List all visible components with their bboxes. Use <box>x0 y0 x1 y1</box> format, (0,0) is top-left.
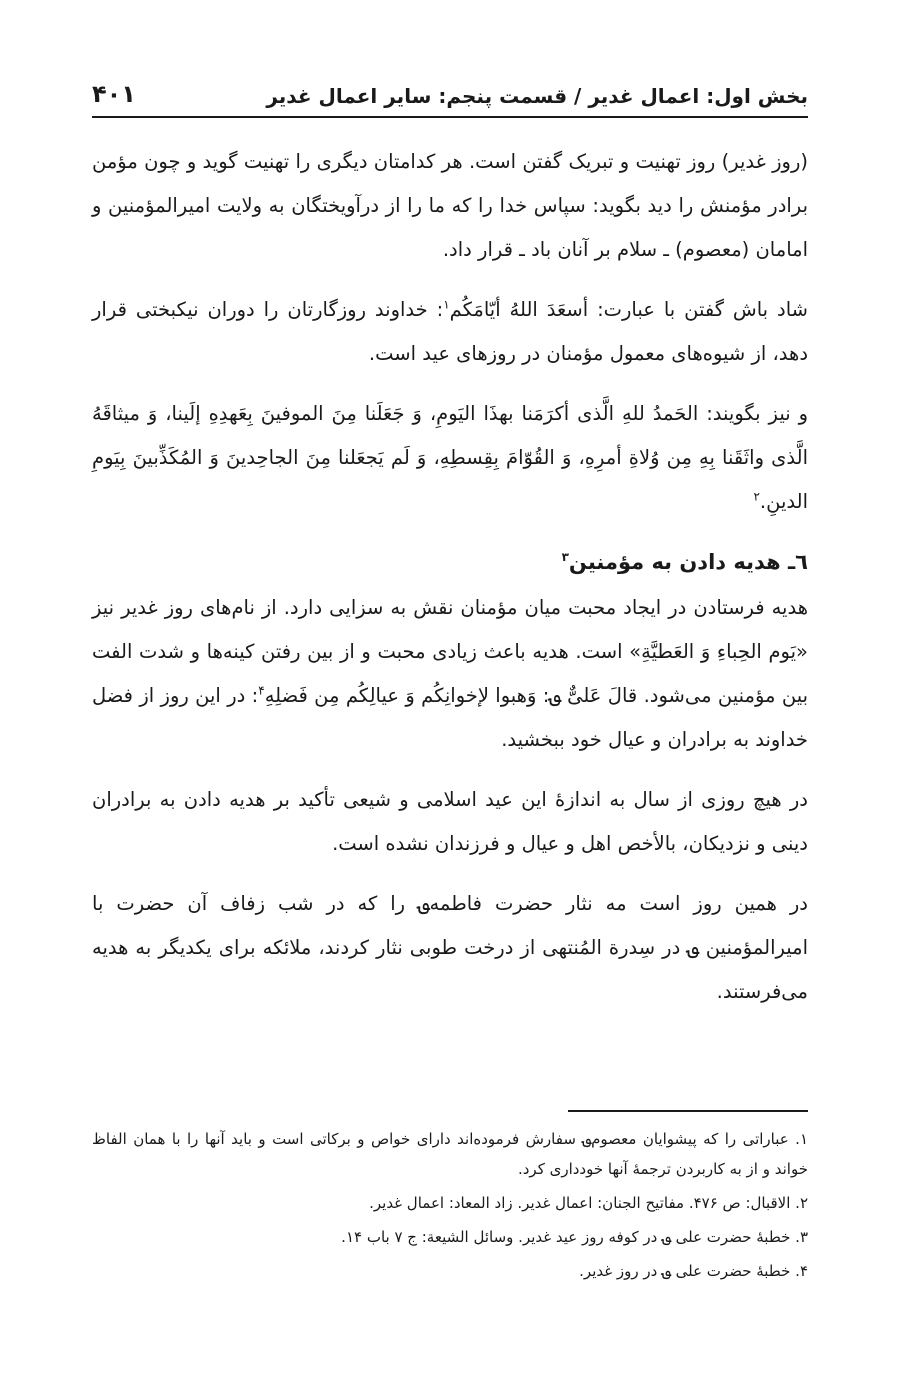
footnote-ref-4[interactable]: ۴ <box>258 683 265 698</box>
page-header <box>92 68 808 108</box>
paragraph-6: در همین روز است مه نثار حضرت فاطمه؈ را که در شب زفاف آن حضرت با امیرالمؤمنین ؈ در سِدرة المُنتهی از درخت طوبی نثار کردند، ملائکه برای یکدیگر به هدیه می‌فرستند. <box>92 892 808 1003</box>
footnote-ref-1[interactable]: ۱ <box>443 297 450 312</box>
paragraph-2 <box>92 288 808 376</box>
main-text <box>92 140 808 1014</box>
paragraph-3-text: و نیز بگویند: الحَمدُ للهِ الَّذی أکرَمَنا بهذَا الیَومِ، وَ جَعَلَنا مِنَ الموفینَ بِعَهدِهِ إلَینا، وَ میثاقَهُ الَّذی واثَقَنا بِهِ مِن وُلاةِ أمرِهِ، وَ القُوّامَ بِقِسطِهِ، وَ لَم یَجعَلنا مِنَ الجاحِدینَ وَ المُکَذِّبینَ بِیَومِ الدینِ. <box>92 402 808 513</box>
paragraph-3 <box>92 392 808 524</box>
footnote-4: ۴. خطبهٔ حضرت علی ؈ در روز غدیر. <box>579 1262 808 1280</box>
footnote-ref-2[interactable]: ۲ <box>753 489 760 504</box>
paragraph-2-text-a: شاد باش گفتن با عبارت: أسعَدَ اللهُ أیّامَکُم <box>449 298 808 321</box>
footnotes <box>92 1124 808 1290</box>
paragraph-5: در هیچ روزی از سال به اندازهٔ این عید اسلامی و شیعی تأکید بر هدیه دادن به برادران دینی و نزدیکان، بالأخص اهل و عیال و فرزندان نشده است. <box>92 788 808 855</box>
running-title: بخش اول: اعمال غدیر / قسمت پنجم: سایر اعمال غدیر <box>266 84 808 108</box>
footnote-ref-3[interactable]: ۳ <box>561 550 569 564</box>
paragraph-2-text-b: : خداوند روزگارتان را دوران نیکبختی قرار دهد، از شیوه‌های معمول مؤمنان در روزهای عید است. <box>92 298 808 365</box>
paragraph-1: (روز غدیر) روز تهنیت و تبریک گفتن است. هر کدامتان دیگری را تهنیت گوید و چون مؤمن برادر مؤمنش را دید بگوید: سپاس خدا را که ما را از درآویختگان به ولایت امیرالمؤمنین و امامان (معصوم) ـ سلام بر آنان باد ـ قرار داد. <box>92 150 808 261</box>
page-number: ۴۰۱ <box>92 80 136 108</box>
footnote-1: ۱. عباراتی را که پیشوایان معصوم؈ سفارش فرموده‌اند دارای خواص و برکاتی است و باید آنها را با همان الفاظ خواند و از به کاربردن ترجمهٔ آنها خودداری کرد. <box>92 1130 808 1178</box>
paragraph-4-text-b: : در این روز از فضل خداوند به برادران و عیال خود ببخشید. <box>92 684 808 751</box>
paragraph-4-text-a: هدیه فرستادن در ایجاد محبت میان مؤمنان نقش به سزایی دارد. از نام‌های روز غدیر نیز «یَوم الحِباءِ وَ العَطیَّةِ» است. هدیه باعث زیادی محبت و از بین رفتن کینه‌ها و شدت الفت بین مؤمنین می‌شود. قالَ عَلیٌّ ؈: وَهبوا لإخوانِکُم وَ عیالِکُم مِن فَضلِهِ <box>92 596 809 707</box>
footnote-3: ۳. خطبهٔ حضرت علی ؈ در کوفه روز عید غدیر. وسائل الشیعة: ج ۷ باب ۱۴. <box>341 1228 808 1246</box>
section-heading-text: ٦ـ هدیه دادن به مؤمنین <box>568 550 808 574</box>
header-rule <box>92 116 808 118</box>
section-heading <box>92 540 808 584</box>
footnote-2: ۲. الاقبال: ص ۴۷۶. مفاتیح الجنان: اعمال غدیر. زاد المعاد: اعمال غدیر. <box>369 1194 808 1212</box>
paragraph-4 <box>92 586 808 762</box>
footnote-separator <box>568 1110 808 1112</box>
